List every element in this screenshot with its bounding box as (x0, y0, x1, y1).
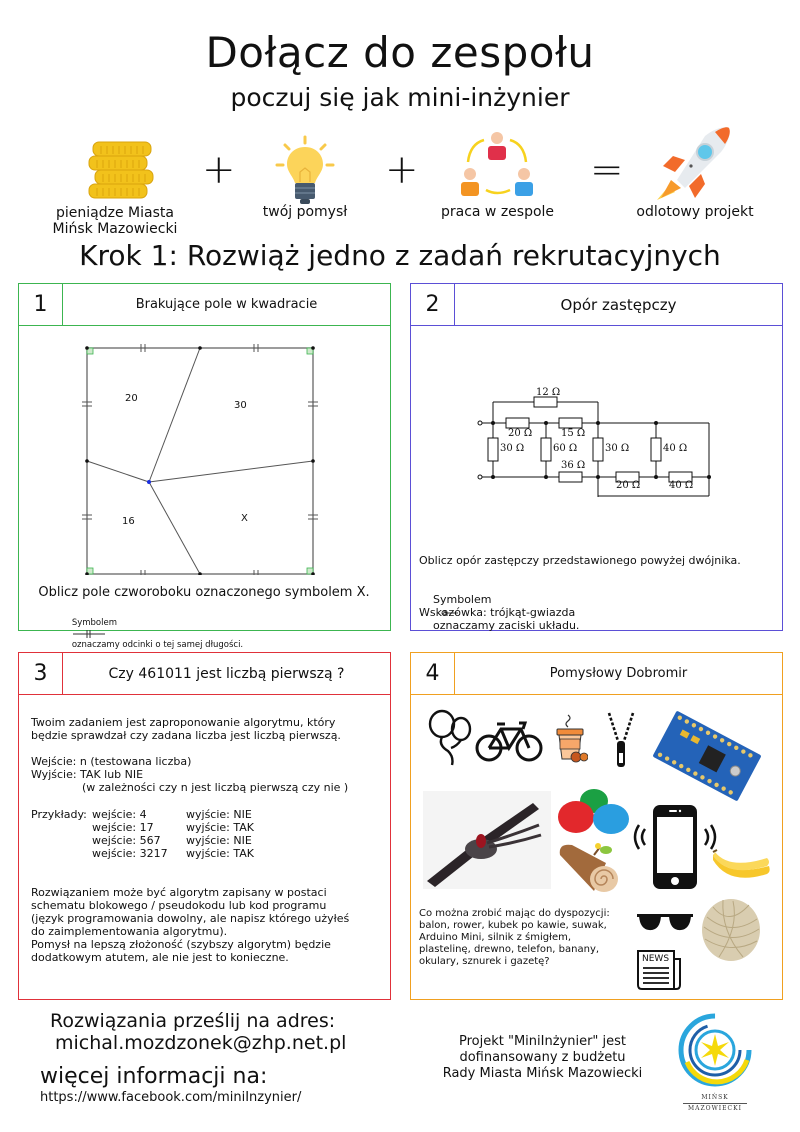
task-title: Czy 461011 jest liczbą pierwszą ? (108, 666, 345, 682)
facebook-link[interactable]: https://www.facebook.com/miniInzynier/ (40, 1090, 302, 1105)
example-input: wejście: 567 (92, 834, 161, 847)
area-label-x: X (241, 513, 248, 524)
task-note: Symbolem oznaczamy zaciski układu. (433, 593, 580, 632)
wood-log-icon (554, 841, 624, 893)
equal-segment-symbol-icon (72, 629, 106, 638)
example-input: wejście: 4 (92, 808, 147, 821)
funding-note: Projekt "MiniInżynier" jest dofinansowany z budżetu Rady Miasta Mińsk Mazowiecki (442, 1034, 643, 1081)
example-output: wyjście: TAK (186, 847, 254, 860)
sunglasses-icon (636, 911, 694, 933)
example-output: wyjście: TAK (186, 821, 254, 834)
step-heading: Krok 1: Rozwiąż jedno z zadań rekrutacyjnych (79, 239, 721, 272)
examples-label: Przykłady: (31, 808, 87, 821)
task-note: Symbolem oznaczamy odcinki o tej samej długości. (71, 618, 244, 650)
page-title: Dołącz do zespołu (205, 28, 595, 77)
coffee-cup-icon (554, 713, 588, 765)
example-input: wejście: 17 (92, 821, 154, 834)
banana-icon (711, 848, 773, 886)
task-card-2: 2 Opór zastępczy 12 Ω 20 Ω 15 Ω 30 Ω 60 Ω 30 Ω 40 Ω 36 Ω 20 Ω 40 Ω Oblicz opór zastępczy przedstawionego powyżej dwójnika. Symbolem oznaczamy zaciski układu. Wskazówka: trójkąt-gwiazda (410, 283, 783, 631)
task-number: 4 (411, 653, 455, 695)
twine-ball-icon (699, 897, 763, 963)
city-logo-icon (675, 1012, 755, 1090)
balloons-icon (427, 709, 473, 767)
motor-propeller-icon (423, 791, 551, 889)
send-solutions-label: Rozwiązania prześlij na adres: (50, 1010, 336, 1032)
task-number: 2 (411, 284, 455, 326)
plus-sign: + (385, 147, 419, 193)
area-label: 20 (125, 393, 138, 404)
task-card-1 (18, 283, 391, 650)
more-info-label: więcej informacji na: (40, 1064, 268, 1089)
task-card-4: 4 Pomysłowy Dobromir Co można zrobić mając do dyspozycji: balon, rower, kubek po kawie, suwak, Arduino Mini, silnik z śmigłem, plastelinę, drewno, telefon, banany, okulary, sznurek i gazetę? NEWS (410, 652, 783, 1000)
task-hint: Wskazówka: trójkąt-gwiazda (419, 606, 576, 619)
teamwork-icon (458, 130, 536, 202)
email-link[interactable]: michal.mozdzonek@zhp.net.pl (55, 1032, 347, 1054)
rocket-icon (655, 126, 735, 202)
page-subtitle: poczuj się jak mini-inżynier (230, 83, 570, 112)
intro-line: Twoim zadaniem jest zaproponowanie algorytmu, który (31, 716, 336, 729)
input-line: Wejście: n (testowana liczba) (31, 755, 192, 768)
minsk-mazowiecki-logo: MIŃSK MAZOWIECKI (675, 1012, 755, 1120)
coins-label: pieniądze Miasta Mińsk Mazowiecki (52, 205, 178, 237)
output-line: Wyjście: TAK lub NIE (31, 768, 144, 781)
task-number: 3 (19, 653, 63, 695)
lightbulb-icon (275, 135, 335, 207)
task-title: Pomysłowy Dobromir (549, 666, 688, 681)
task-instruction: Oblicz pole czworoboku oznaczonego symbolem X. (38, 585, 370, 600)
task-title: Opór zastępczy (560, 296, 677, 314)
task-instruction: Oblicz opór zastępczy przedstawionego powyżej dwójnika. (419, 554, 741, 567)
task-title: Brakujące pole w kwadracie (135, 297, 318, 312)
example-output: wyjście: NIE (186, 808, 252, 821)
example-output: wyjście: NIE (186, 834, 252, 847)
plasticine-icon (556, 787, 631, 839)
output-note: (w zależności czy n jest liczbą pierwszą czy nie ) (82, 781, 349, 794)
bicycle-icon (475, 719, 543, 763)
equals-sign: = (590, 147, 624, 193)
task-number: 1 (19, 284, 63, 326)
project-label: odlotowy projekt (636, 204, 754, 220)
area-label: 30 (234, 400, 247, 411)
intro-line: będzie sprawdzał czy zadana liczba jest liczbą pierwszą. (31, 729, 341, 742)
square-diagram (79, 340, 319, 575)
smartphone-icon (633, 803, 717, 893)
example-input: wejście: 3217 (92, 847, 168, 860)
plus-sign: + (202, 147, 236, 193)
svg-text:NEWS: NEWS (642, 954, 670, 964)
idea-label: twój pomysł (262, 204, 348, 220)
coins-icon (85, 140, 155, 202)
newspaper-icon (636, 949, 682, 991)
area-label: 16 (122, 516, 135, 527)
zipper-icon (606, 711, 636, 773)
teamwork-label: praca w zespole (440, 204, 555, 220)
task-card-3: 3 Czy 461011 jest liczbą pierwszą ? Twoim zadaniem jest zaproponowanie algorytmu, który będzie sprawdzał czy zadana liczba jest liczbą pierwszą. Wejście: n (testowana liczba) Wyjście: TAK lub NIE (w zależności czy n jest liczbą pierwszą czy nie ) Przykłady: wejście: 4 wyjście: NIE wejście: 17 wyjście: TAK wejście: 567 wyjście: NIE wejście: 3217 wyjście: TAK Rozwiązaniem może być algorytm zapisany w postaci schematu blokowego / pseudokodu lub kod programu (język programowania dowolny, ale napisz którego użyłeś do zaimplementowania algorytmu). Pomysł na lepszą złożoność (szybszy algorytm) będzie dodatkowym atutem, ale nie jest to konieczne. (18, 652, 391, 1000)
arduino-board-icon (651, 708, 763, 804)
